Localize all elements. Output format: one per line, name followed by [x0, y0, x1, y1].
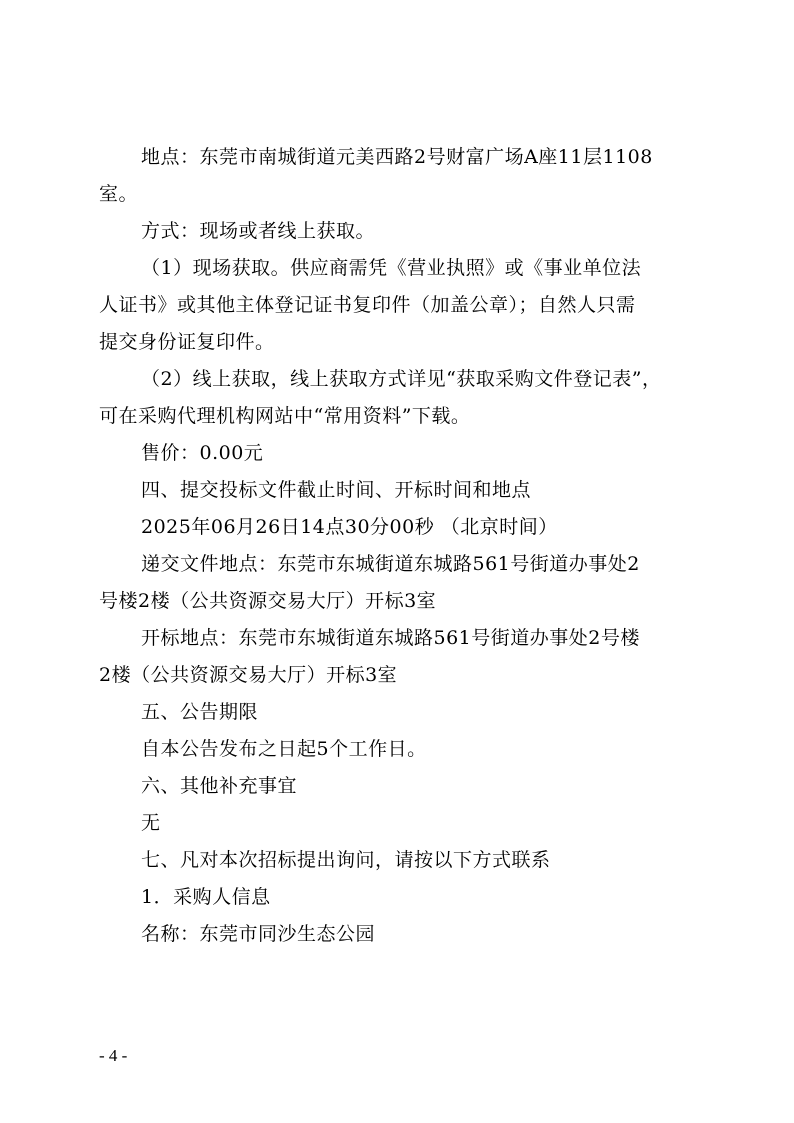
purchaser-info-heading: 1．采购人信息	[141, 886, 271, 908]
submit-location-cont: 号楼2楼（公共资源交易大厅）开标3室	[99, 590, 437, 612]
submit-location-line: 递交文件地点：东莞市东城街道东城路561号街道办事处2	[141, 553, 640, 575]
deadline-line: 2025年06月26日14点30分00秒 （北京时间）	[141, 516, 558, 538]
purchaser-name-line: 名称：东莞市同沙生态公园	[141, 923, 376, 945]
location-line-cont: 室。	[99, 183, 139, 205]
none-line: 无	[141, 812, 161, 834]
section-four-heading: 四、提交投标文件截止时间、开标时间和地点	[141, 479, 532, 501]
section-seven-heading: 七、凡对本次招标提出询问，请按以下方式联系	[141, 849, 551, 871]
opening-location-cont: 2楼（公共资源交易大厅）开标3室	[99, 664, 398, 686]
online-line: （2）线上获取，线上获取方式详见“获取采购文件登记表”，	[141, 368, 662, 390]
method-line: 方式：现场或者线上获取。	[141, 220, 376, 242]
page-number: - 4 -	[99, 1046, 128, 1065]
location-line: 地点：东莞市南城街道元美西路2号财富广场A座11层1108	[141, 146, 653, 168]
price-line: 售价：0.00元	[141, 442, 264, 464]
online-line-cont: 可在采购代理机构网站中“常用资料”下载。	[99, 405, 471, 427]
notice-period-line: 自本公告发布之日起5个工作日。	[141, 738, 427, 760]
opening-location-line: 开标地点：东莞市东城街道东城路561号街道办事处2号楼	[141, 627, 640, 649]
onsite-line-end: 提交身份证复印件。	[99, 331, 275, 353]
section-five-heading: 五、公告期限	[141, 701, 259, 723]
onsite-line-cont: 人证书》或其他主体登记证书复印件（加盖公章）；自然人只需	[99, 294, 636, 316]
section-six-heading: 六、其他补充事宜	[141, 775, 298, 797]
onsite-line: （1）现场获取。供应商需凭《营业执照》或《事业单位法	[141, 257, 642, 279]
